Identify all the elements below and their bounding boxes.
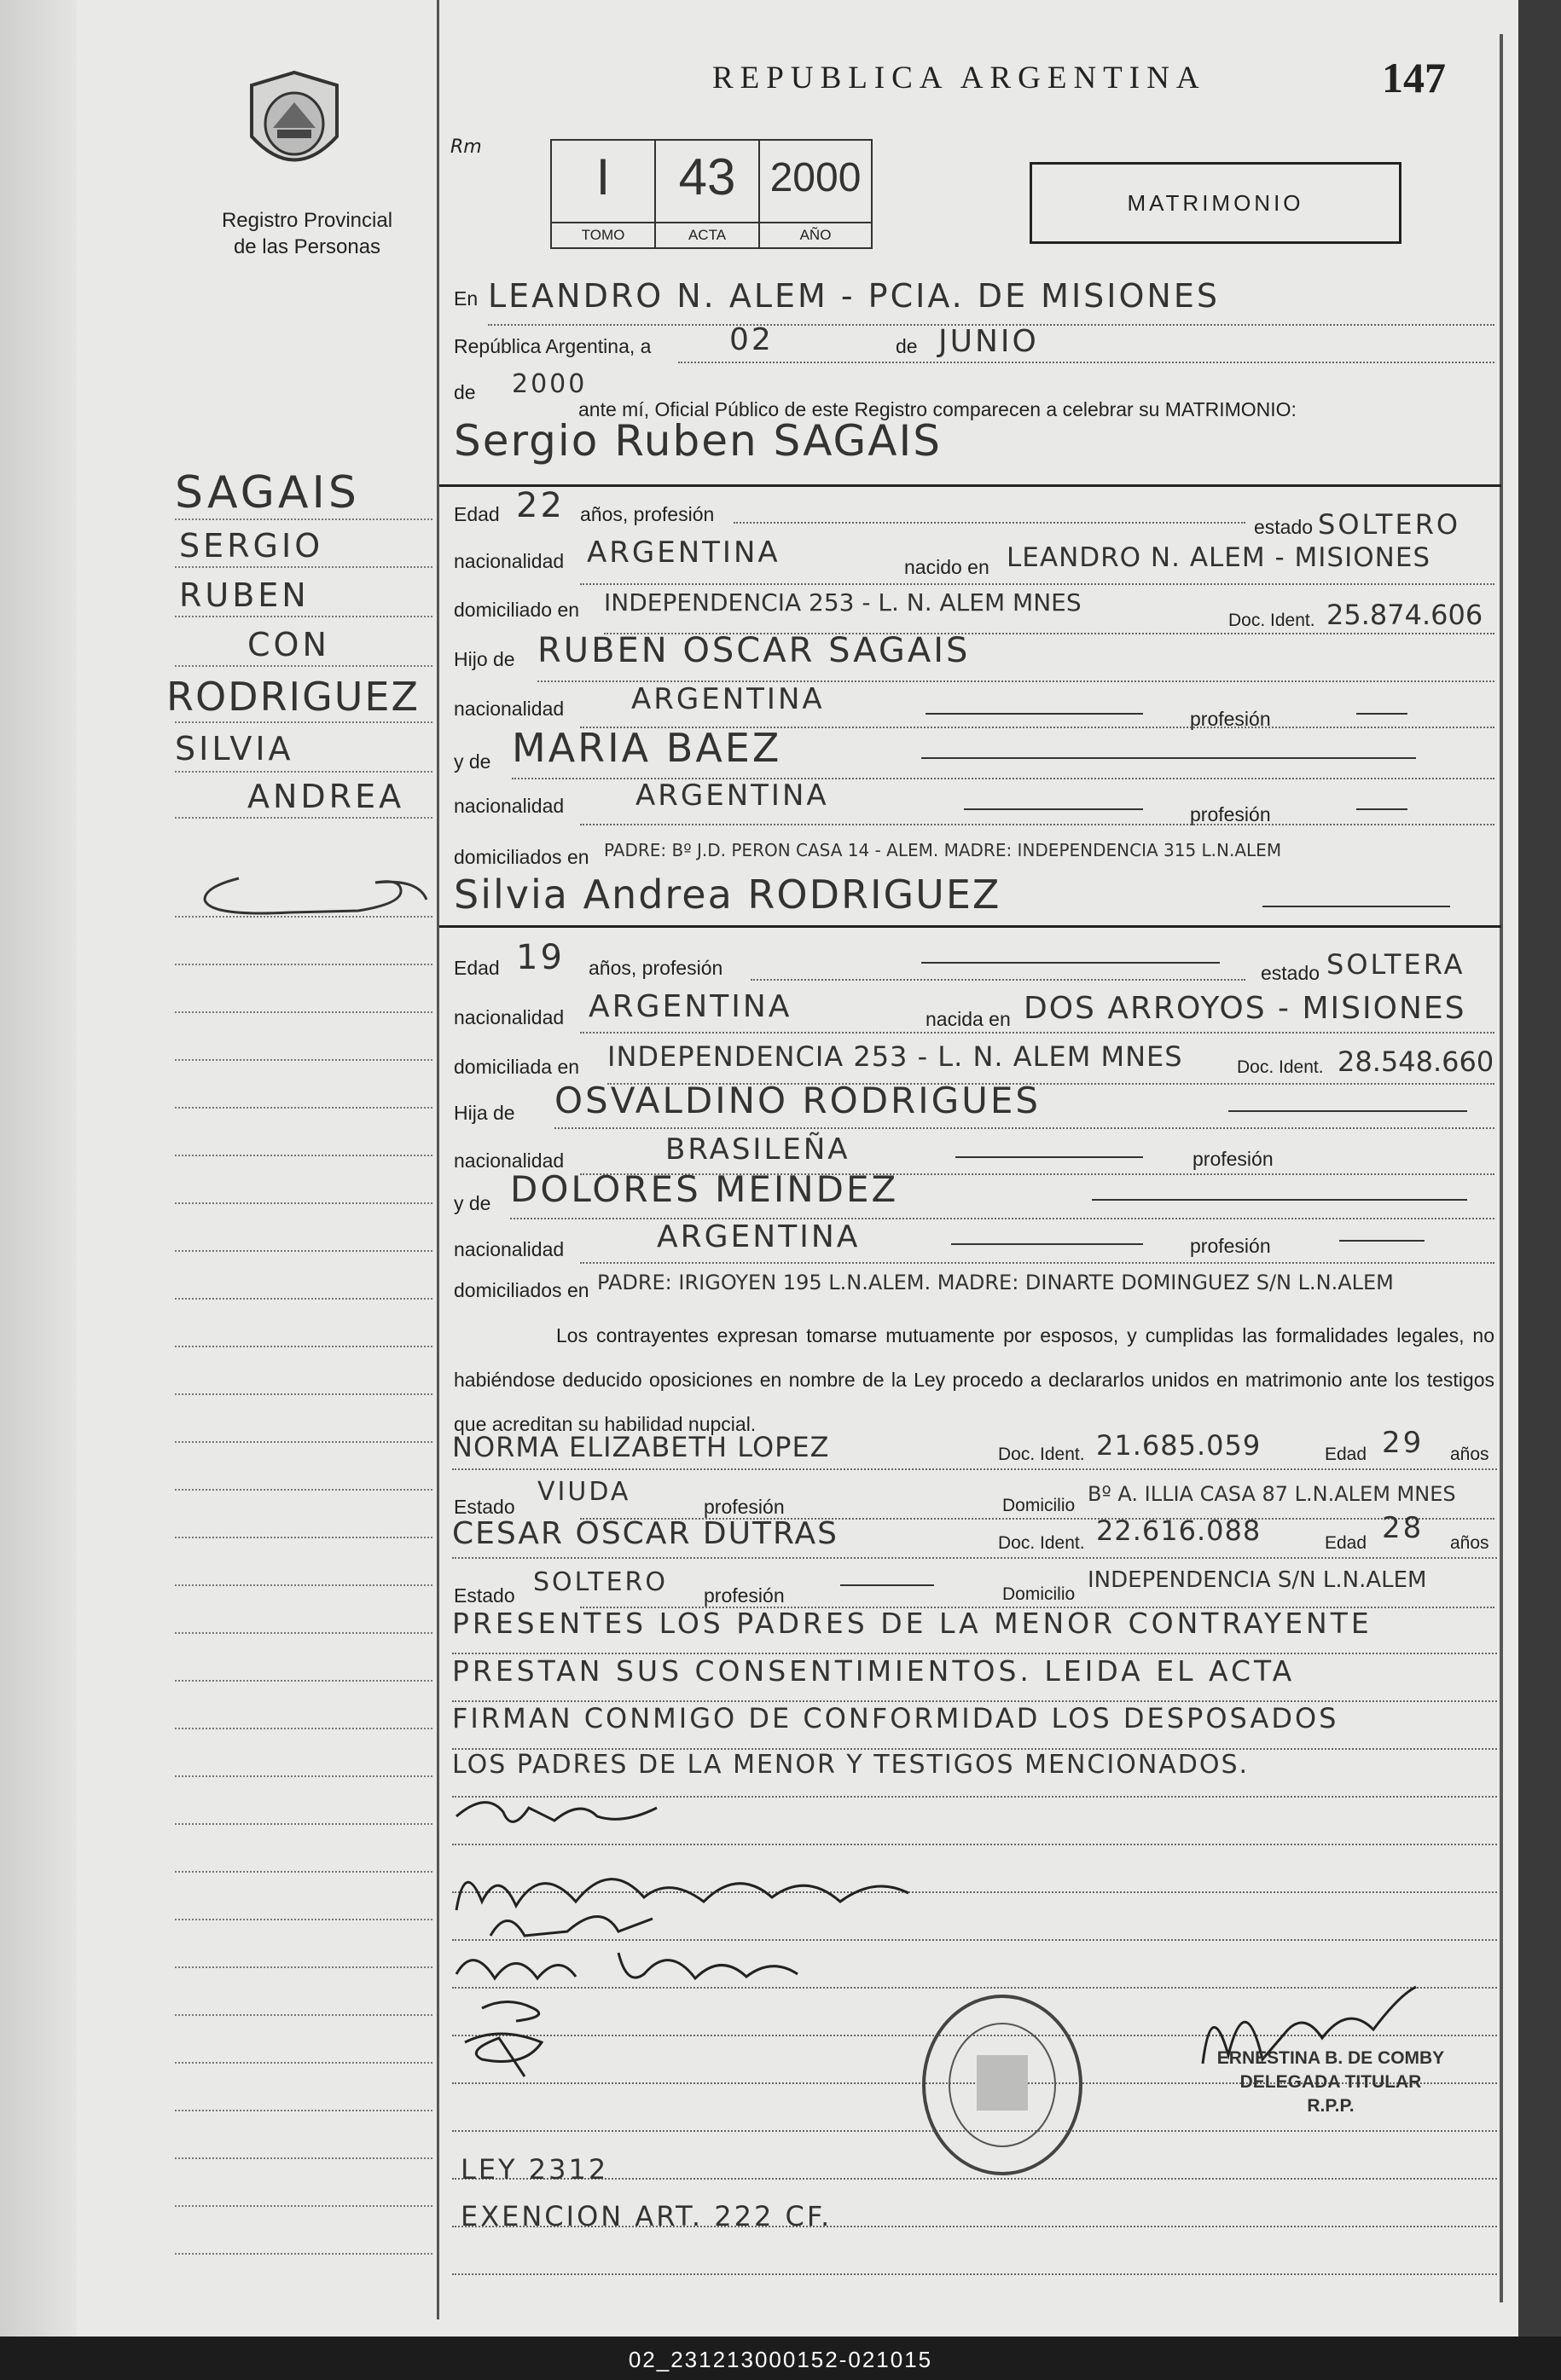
observation-line-1: PRESENTES LOS PADRES DE LA MENOR CONTRAYENTE: [452, 1607, 1372, 1640]
registry-line-2: de las Personas: [233, 235, 381, 258]
de-year-label: de: [454, 381, 476, 403]
bride-domicile: INDEPENDENCIA 253 - L. N. ALEM MNES: [607, 1040, 1183, 1073]
witness-1-prof-label: profesión: [704, 1496, 785, 1518]
ceremony-place: LEANDRO N. ALEM - PCIA. DE MISIONES: [488, 277, 1220, 315]
observation-line-4: LOS PADRES DE LA MENOR Y TESTIGOS MENCIONADOS.: [452, 1750, 1250, 1780]
mother-signature: [448, 1936, 806, 1995]
bride-age: 19: [516, 938, 565, 977]
witness-1-anos-label: años: [1450, 1445, 1489, 1464]
margin-line-7: ANDREA: [247, 778, 405, 815]
witness-1-age: 29: [1382, 1426, 1425, 1460]
ano-label: AÑO: [760, 222, 871, 247]
bride-doc: 28.548.660: [1338, 1045, 1494, 1078]
groom-signature: [452, 1782, 674, 1833]
groom-birthplace: LEANDRO N. ALEM - MISIONES: [1007, 542, 1431, 573]
witness-1-dom-label: Domicilio: [1002, 1496, 1076, 1515]
bride-father-nat-label: nacionalidad: [454, 1149, 565, 1172]
witness-1-estado-label: Estado: [454, 1496, 515, 1518]
witness-1-doc: 21.685.059: [1096, 1429, 1262, 1462]
bride-yde-label: y de: [454, 1192, 491, 1214]
tomo-value: I: [595, 148, 611, 206]
bride-mother-prof-label: profesión: [1190, 1235, 1271, 1257]
witness-2-estado: SOLTERO: [533, 1567, 668, 1597]
ano-box: [758, 139, 873, 249]
officer-name: ERNESTINA B. DE COMBY: [1216, 2048, 1445, 2068]
acta-label: ACTA: [656, 222, 758, 247]
officer-office: R.P.P.: [1307, 2096, 1355, 2116]
witness-2-anos-label: años: [1450, 1533, 1489, 1553]
groom-domicile: INDEPENDENCIA 253 - L. N. ALEM MNES: [604, 588, 1082, 617]
groom-father-prof-label: profesión: [1190, 708, 1271, 730]
officer-title: DELEGADA TITULAR: [1239, 2072, 1422, 2092]
folio-number: 147: [1382, 54, 1446, 101]
bride-nacida-label: nacida en: [926, 1008, 1011, 1030]
groom-father-nationality: ARGENTINA: [631, 682, 825, 716]
witness-2-doc-label: Doc. Ident.: [998, 1533, 1085, 1553]
witness-2-name: CESAR OSCAR DUTRAS: [452, 1516, 839, 1551]
registry-line-1: Registro Provincial: [221, 209, 393, 232]
observation-line-3: FIRMAN CONMIGO DE CONFORMIDAD LOS DESPOSADOS: [452, 1702, 1339, 1734]
record-type: MATRIMONIO: [1030, 162, 1401, 244]
marriage-statement: Los contrayentes expresan tomarse mutuamente por esposos, y cumplidas las formalidades legales, no habiéndose deducido oposiciones en nombre de la Ley procedo a declararlos unidos en matrimonio ante los testigos que acreditan su habilidad nupcial.: [454, 1324, 1494, 1435]
image-caption: 02_231213000152-021015: [628, 2347, 933, 2372]
tomo-label: TOMO: [552, 222, 654, 247]
groom-edad-label: Edad: [454, 503, 500, 525]
ano-value: 2000: [769, 155, 862, 200]
bride-nac-label: nacionalidad: [454, 1006, 565, 1028]
groom-full-name: Sergio Ruben SAGAIS: [454, 416, 942, 466]
page-title: REPUBLICA ARGENTINA: [712, 61, 1206, 96]
bride-parents-domicile: PADRE: IRIGOYEN 195 L.N.ALEM. MADRE: DINARTE DOMINGUEZ S/N L.N.ALEM: [597, 1271, 1394, 1294]
witness-1-estado: VIUDA: [537, 1477, 631, 1507]
bride-edad-label: Edad: [454, 957, 500, 979]
groom-yde-label: y de: [454, 750, 491, 773]
ceremony-month: JUNIO: [938, 324, 1039, 359]
margin-line-6: SILVIA: [175, 730, 294, 767]
bride-dom-label: domiciliada en: [454, 1056, 580, 1078]
acta-box: [654, 139, 760, 249]
ceremony-year: 2000: [512, 369, 588, 399]
bride-doms-label: domiciliados en: [454, 1279, 589, 1301]
witness-2-prof-label: profesión: [704, 1584, 785, 1607]
groom-parents-domicile: PADRE: Bº J.D. PERON CASA 14 - ALEM. MADRE: INDEPENDENCIA 315 L.N.ALEM: [604, 840, 1282, 860]
witness-1-edad-label: Edad: [1325, 1445, 1367, 1464]
margin-line-5: RODRIGUEZ: [166, 674, 421, 720]
groom-doc-label: Doc. Ident.: [1228, 611, 1315, 630]
witness-2-domicilio: INDEPENDENCIA S/N L.N.ALEM: [1088, 1567, 1427, 1593]
groom-father-nat-label: nacionalidad: [454, 698, 565, 720]
witness-2-edad-label: Edad: [1325, 1533, 1367, 1553]
witness-2-age: 28: [1382, 1511, 1425, 1545]
bride-anos-label: años, profesión: [589, 957, 723, 979]
groom-hijo-label: Hijo de: [454, 648, 515, 670]
initials: Rm: [450, 136, 482, 158]
groom-doc: 25.874.606: [1326, 599, 1483, 631]
margin-divider: [437, 0, 439, 2319]
acta-value: 43: [678, 148, 736, 206]
page-edge: [1500, 34, 1503, 2302]
provincial-seal-icon: [243, 68, 345, 188]
groom-nacido-label: nacido en: [904, 556, 989, 578]
declaration-text: ante mí, Oficial Público de este Registro comparecen a celebrar su MATRIMONIO:: [578, 398, 1297, 420]
bride-estado-label: estado: [1261, 962, 1320, 984]
bride-nationality: ARGENTINA: [589, 989, 792, 1024]
witness-2-estado-label: Estado: [454, 1584, 515, 1607]
bride-mother: DOLORES MEINDEZ: [510, 1168, 899, 1210]
bride-birthplace: DOS ARROYOS - MISIONES: [1024, 991, 1466, 1026]
witness-2-doc: 22.616.088: [1096, 1514, 1262, 1547]
witness-1-doc-label: Doc. Ident.: [998, 1445, 1085, 1464]
de-label: de: [896, 335, 918, 357]
groom-father: RUBEN OSCAR SAGAIS: [537, 631, 971, 670]
ceremony-day: 02: [729, 322, 774, 357]
margin-line-4: CON: [247, 626, 330, 663]
groom-mother: MARIA BAEZ: [512, 725, 782, 771]
groom-doms-label: domiciliados en: [454, 846, 589, 868]
groom-estado: SOLTERO: [1318, 508, 1461, 541]
groom-dom-label: domiciliado en: [454, 599, 580, 621]
exemption-note: EXENCION ART. 222 CF.: [461, 2200, 833, 2232]
en-label: En: [454, 287, 479, 310]
groom-mother-prof-label: profesión: [1190, 803, 1271, 825]
groom-mother-nationality: ARGENTINA: [635, 779, 829, 813]
witness-1-domicilio: Bº A. ILLIA CASA 87 L.N.ALEM MNES: [1088, 1482, 1456, 1506]
law-note: LEY 2312: [461, 2153, 609, 2186]
bride-father-nationality: BRASILEÑA: [665, 1132, 850, 1167]
margin-flourish: [188, 853, 435, 921]
observation-line-2: PRESTAN SUS CONSENTIMIENTOS. LEIDA EL ACTA: [452, 1654, 1296, 1688]
margin-line-3: RUBEN: [179, 576, 310, 614]
tomo-box: [550, 139, 656, 249]
witness-signatures: [448, 1991, 567, 2085]
margin-line-2: SERGIO: [179, 527, 324, 565]
groom-age: 22: [516, 486, 565, 525]
bride-father-prof-label: profesión: [1193, 1148, 1274, 1170]
groom-nationality: ARGENTINA: [587, 536, 780, 570]
bride-mother-nationality: ARGENTINA: [657, 1219, 861, 1254]
witness-1-name: NORMA ELIZABETH LOPEZ: [452, 1431, 830, 1463]
bride-hija-label: Hija de: [454, 1102, 515, 1124]
groom-anos-label: años, profesión: [580, 503, 715, 525]
groom-mother-nat-label: nacionalidad: [454, 795, 565, 817]
officer-block: [1203, 2047, 1459, 2118]
bride-full-name: Silvia Andrea RODRIGUEZ: [454, 872, 1001, 918]
margin-line-1: SAGAIS: [175, 467, 360, 518]
image-caption-bar: [0, 2337, 1561, 2380]
groom-estado-label: estado: [1254, 516, 1314, 538]
binding-margin: [0, 0, 77, 2337]
groom-nac-label: nacionalidad: [454, 550, 565, 572]
bride-doc-label: Doc. Ident.: [1237, 1057, 1324, 1077]
bride-estado: SOLTERA: [1326, 948, 1465, 981]
witness-2-dom-label: Domicilio: [1002, 1584, 1076, 1604]
republica-label: República Argentina, a: [454, 335, 652, 357]
registry-name: [179, 207, 435, 260]
registry-stamp-icon: [917, 1991, 1088, 2179]
bride-mother-nat-label: nacionalidad: [454, 1238, 565, 1260]
bride-father: OSVALDINO RODRIGUES: [554, 1080, 1042, 1121]
